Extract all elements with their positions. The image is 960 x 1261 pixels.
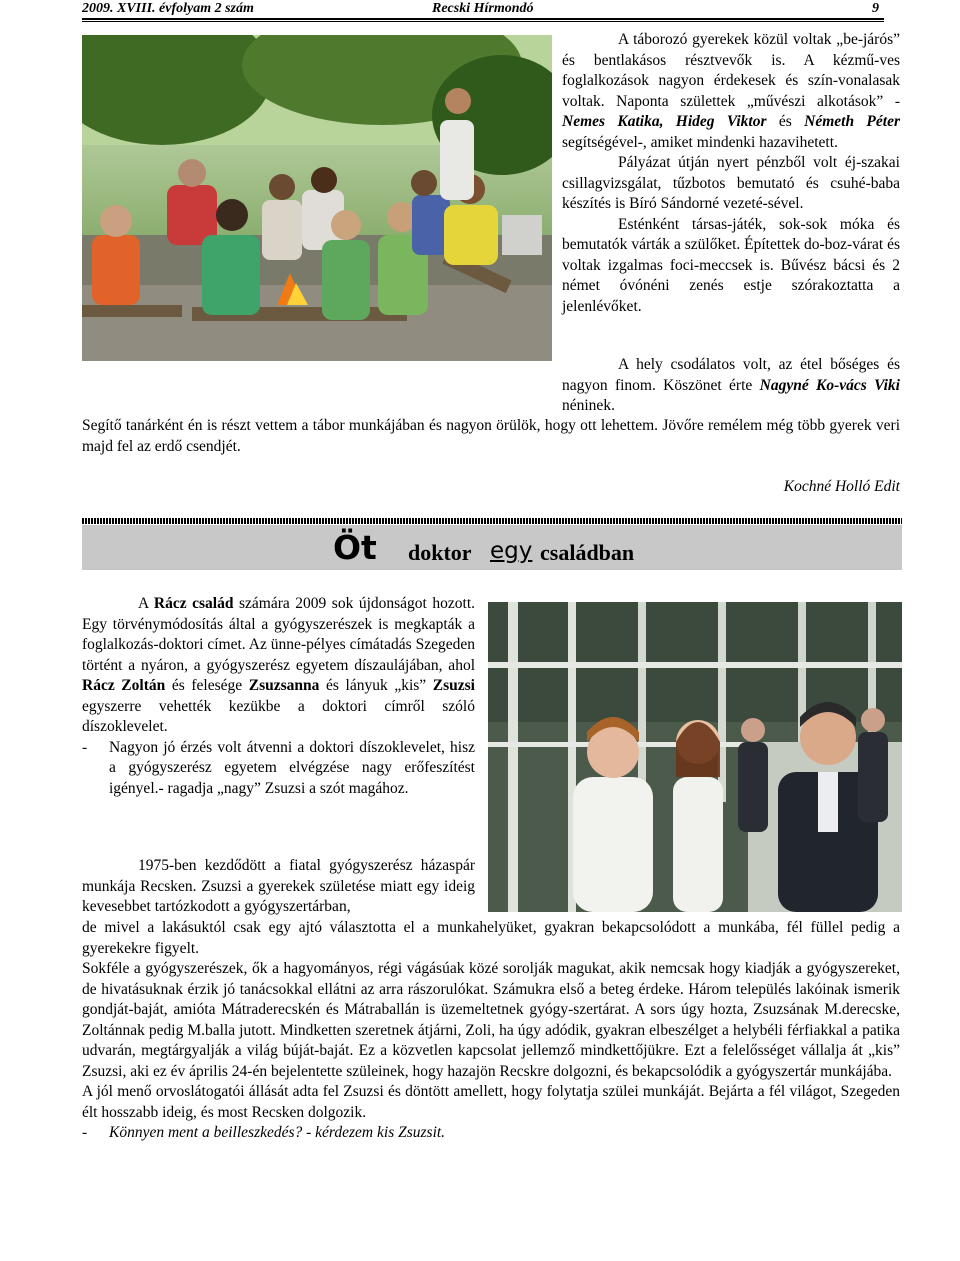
headline-doktor: doktor <box>408 540 472 565</box>
title-bar-pattern <box>82 518 902 524</box>
doctor-paragraph-4: A jól menő orvoslátogatói állását adta fel Zsuzsi és döntött amellett, hogy folytatja szülei munkáját. Bejárta a fél világot, Szegeden élt hosszabb ideig, és most Recsken dolgozik. <box>82 1083 900 1121</box>
header-rule <box>82 18 884 20</box>
doctor-article-full <box>82 918 900 1144</box>
camp-closing <box>82 416 900 457</box>
camp-paragraph-5: Segítő tanárként én is részt vettem a tábor munkájában és nagyon örülök, hogy ott lehettem. Jövőre remélem még több gyerek veri majd fel az erdő csendjét. <box>82 417 900 455</box>
campfire-photo <box>82 35 552 361</box>
camp-paragraph-4-top: A hely csodálatos volt, az étel bőséges és nagyon finom. Köszönet érte Nagyné Ko-vács Viki néninek. <box>562 356 900 414</box>
newspaper-title: Recski Hírmondó <box>432 1 534 16</box>
helper-names: Nemes Katika, Hideg Viktor <box>562 113 767 130</box>
doctor-paragraph-2-column: 1975-ben kezdődött a fiatal gyógyszerész házaspár munkája Recsken. Zsuzsi a gyerekek születése miatt egy ideig kevesebbet tartózkodott a gyógyszertárban, <box>82 857 475 915</box>
camp-article-column <box>562 30 900 317</box>
headline-csaladban: családban <box>540 540 635 565</box>
page-header <box>82 0 882 20</box>
camp-paragraph-3: Esténként társas-játék, sok-sok móka és bemutatók várták a szülőket. Építettek do-boz-várat és voltak izgalmas foci-meccsek is. Bűvész bácsi és 2 német óvónéni zenés estje szórakoztatta a jelenlévőket. <box>562 215 900 315</box>
author-signature: Kochné Holló Edit <box>783 478 900 495</box>
quote-1: - Nagyon jó érzés volt átvenni a doktori díszoklevelet, hisz a gyógyszerész egyetem elvégzése nagy erőfeszítést igényel.- ragadja „nagy” Zsuzsi a szót magához. <box>82 738 475 797</box>
headline-egy: egy <box>490 538 533 564</box>
camp-paragraph-1: A táborozó gyerekek közül voltak „be-járós” és bentlakásos résztvevők is. A kézmű-ves foglalkozások nagyon érdekesek és szín-vonalasak voltak. Naponta születtek „művészi alkotások” - Nemes Katika, Hideg Viktor és Németh Péter segítségével-, amiket mindenki hazavihetett. <box>562 31 900 151</box>
family-photo <box>488 602 902 912</box>
helper-name: Németh Péter <box>804 113 900 130</box>
quote-2: - Könnyen ment a beilleszkedés? - kérdezem kis Zsuzsit. <box>82 1124 446 1141</box>
doctor-paragraph-2-cont: de mivel a lakásuktól csak egy ajtó választotta el a munkahelyüket, gyakran bekapcsolódott a munkába, fél füllel pedig a gyerekekre figyelt. <box>82 919 900 957</box>
thanks-name: Nagyné Ko-vács Viki <box>759 376 900 394</box>
headline-ot: Öt <box>333 528 377 567</box>
camp-paragraph-2: Pályázat útján nyert pénzből volt éj-szakai csillagvizsgálat, tűzbotos bemutató és csuhé-baba készítés is Bíró Sándorné vezeté-sével. <box>562 154 900 212</box>
issue-label: 2009. XVIII. évfolyam 2 szám <box>82 1 254 16</box>
doctor-paragraph-1: A Rácz család számára 2009 sok újdonságot hozott. Egy törvénymódosítás által a gyógyszerészek is megkapták a foglalkozás-doktori címet. Az ünne-pélyes címátadás Szegeden történt a nyáron, a gyógyszerész egyetem díszaulájában, ahol Rácz Zoltán és felesége Zsuzsanna és lányuk „kis” Zsuzsi egyszerre vehették kezükbe a doktori címről szóló díszoklevelet. <box>82 595 476 735</box>
page-number: 9 <box>872 1 879 16</box>
doctor-paragraph-3: Sokféle a gyógyszerészek, ők a hagyományos, régi vágásúak közé sorolják magukat, akik nemcsak hogy kiadják a gyógyszereket, de hivatásuknak érzik jó tanácsokkal ellátni az arra rászorulókat. Számukra első a beteg érdeke. Három település lakóinak ismerik gondját-baját, amióta Mátraderecskén és Mátraballán is üzemeltetnek gyógy-szertárat. A sors úgy hozta, Zsuzsának M.derecske, Zoltánnak pedig M.balla jutott. Mindketten szeretnek átjárni, Zoli, ha úgy adódik, gyakran elbeszélget a helybéli férfiakkal a patika udvarán, megtárgyalják a világ búját-baját. Ez a közvetlen kapcsolat jellemző mindkettőjükre. Ezt a felelősséget vállalja át „kis” Zsuzsi, aki ez év április 24-én bejelentette szüleinek, hogy hazajön Recskre dolgozni, és bekapcsolódik a gyógyszertár munkájába. <box>82 960 900 1080</box>
header-rule-thin <box>82 21 884 22</box>
doctor-article-column <box>82 594 475 799</box>
